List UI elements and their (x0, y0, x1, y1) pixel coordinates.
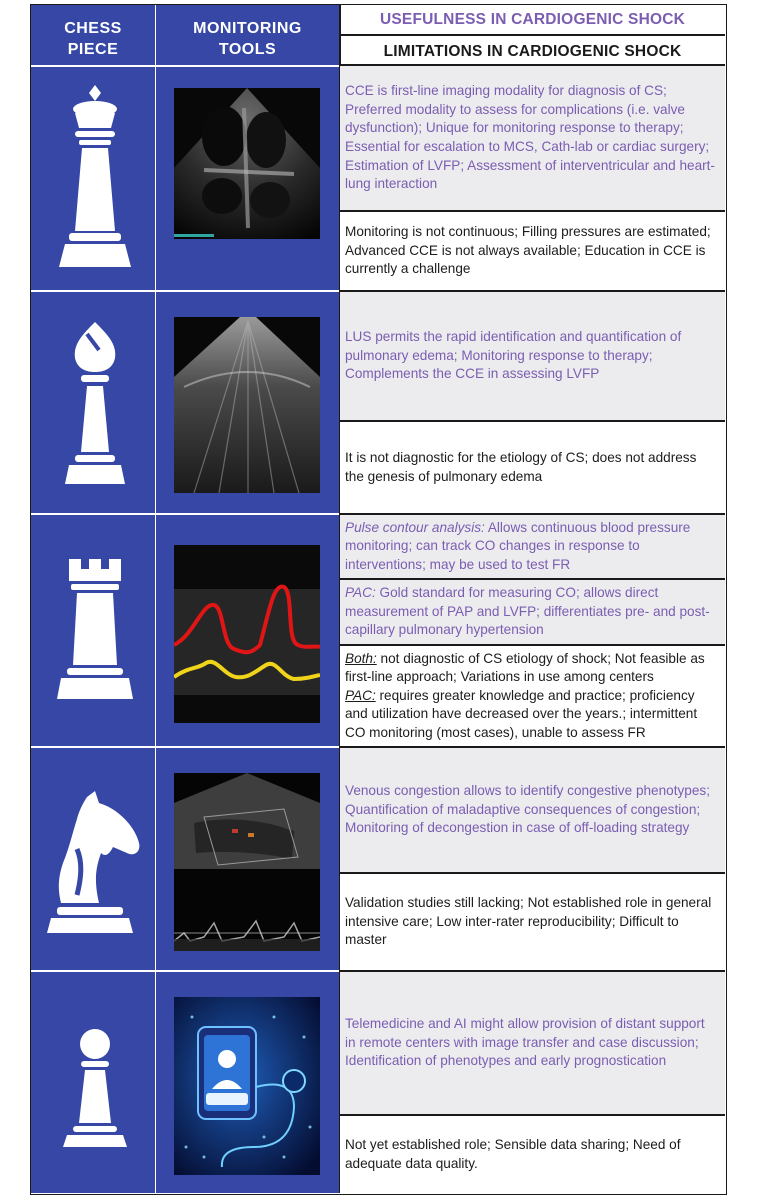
lung-ultrasound-image (174, 317, 320, 493)
row5-limitations: Not yet established role; Sensible data sharing; Need of adequate data quality. (340, 1116, 725, 1193)
row1-limitations: Monitoring is not continuous; Filling pressures are estimated; Advanced CCE is not always available; Education in CCE is currently a challenge (340, 212, 725, 290)
row3-limitations: Both: not diagnostic of CS etiology of shock; Not feasible as first-line approach; Variations in use among centers PAC: requires greater knowledge and practice; proficiency and utilization have decreased over the years.; intermittent CO monitoring (most cases), unable to assess FR (340, 646, 725, 746)
pawn-icon (61, 1027, 129, 1147)
row4-limitations: Validation studies still lacking; Not established role in general intensive care; Low inter-rater reproducibility; Difficult to master (340, 874, 725, 970)
row3-usefulness-pac: PAC: Gold standard for measuring CO; allows direct measurement of PAP and LVFP; differentiates pre- and post-capillary pulmonary hypertension (340, 580, 725, 644)
row2-bottom-line-blue (31, 513, 339, 515)
row4-usefulness: Venous congestion allows to identify congestive phenotypes; Quantification of maladaptive consequences of congestion; Monitoring of decongestion in case of off-loading strategy (340, 748, 725, 872)
rook-icon (55, 553, 135, 703)
pressure-waveform-image (174, 545, 320, 723)
header-chess-piece: CHESS PIECE (64, 20, 122, 58)
header-separator (340, 34, 725, 36)
telemedicine-image (174, 997, 320, 1175)
column-divider (155, 5, 156, 1193)
header-monitoring-tools: MONITORING TOOLS (193, 20, 302, 58)
cardiac-echo-image (174, 88, 320, 239)
header-limitations: LIMITATIONS IN CARDIOGENIC SHOCK (383, 43, 682, 60)
bishop-icon (61, 320, 129, 486)
row2-usefulness: LUS permits the rapid identification and quantification of pulmonary edema; Monitoring response to therapy; Complements the CCE in assessing LVFP (340, 292, 725, 420)
chess-monitoring-table (30, 4, 727, 1195)
row5-usefulness: Telemedicine and AI might allow provision of distant support in remote centers with image transfer and case discussion; Identification of phenotypes and early prognostication (340, 972, 725, 1114)
row3-bottom-line-blue (31, 746, 339, 748)
row4-bottom-line-blue (31, 970, 339, 972)
row1-usefulness: CCE is first-line imaging modality for diagnosis of CS; Preferred modality to assess for complications (i.e. valve dysfunction); Unique for monitoring response to therapy; Essential for escalation to MCS, Cath-lab or cardiac surgery; Estimation of LVFP; Assessment of interventricular and heart-lung interaction (340, 66, 725, 210)
header-usefulness: USEFULNESS IN CARDIOGENIC SHOCK (379, 11, 686, 28)
knight-icon (47, 791, 143, 935)
venous-doppler-image (174, 773, 320, 951)
row3-usefulness-pulse: Pulse contour analysis: Allows continuous blood pressure monitoring; can track CO changes in response to interventions; may be used to test FR (340, 515, 725, 578)
queen-icon (53, 83, 137, 273)
header-bottom-line-blue (31, 65, 339, 67)
row1-bottom-line-blue (31, 290, 339, 292)
row2-limitations: It is not diagnostic for the etiology of CS; does not address the genesis of pulmonary edema (340, 422, 725, 513)
